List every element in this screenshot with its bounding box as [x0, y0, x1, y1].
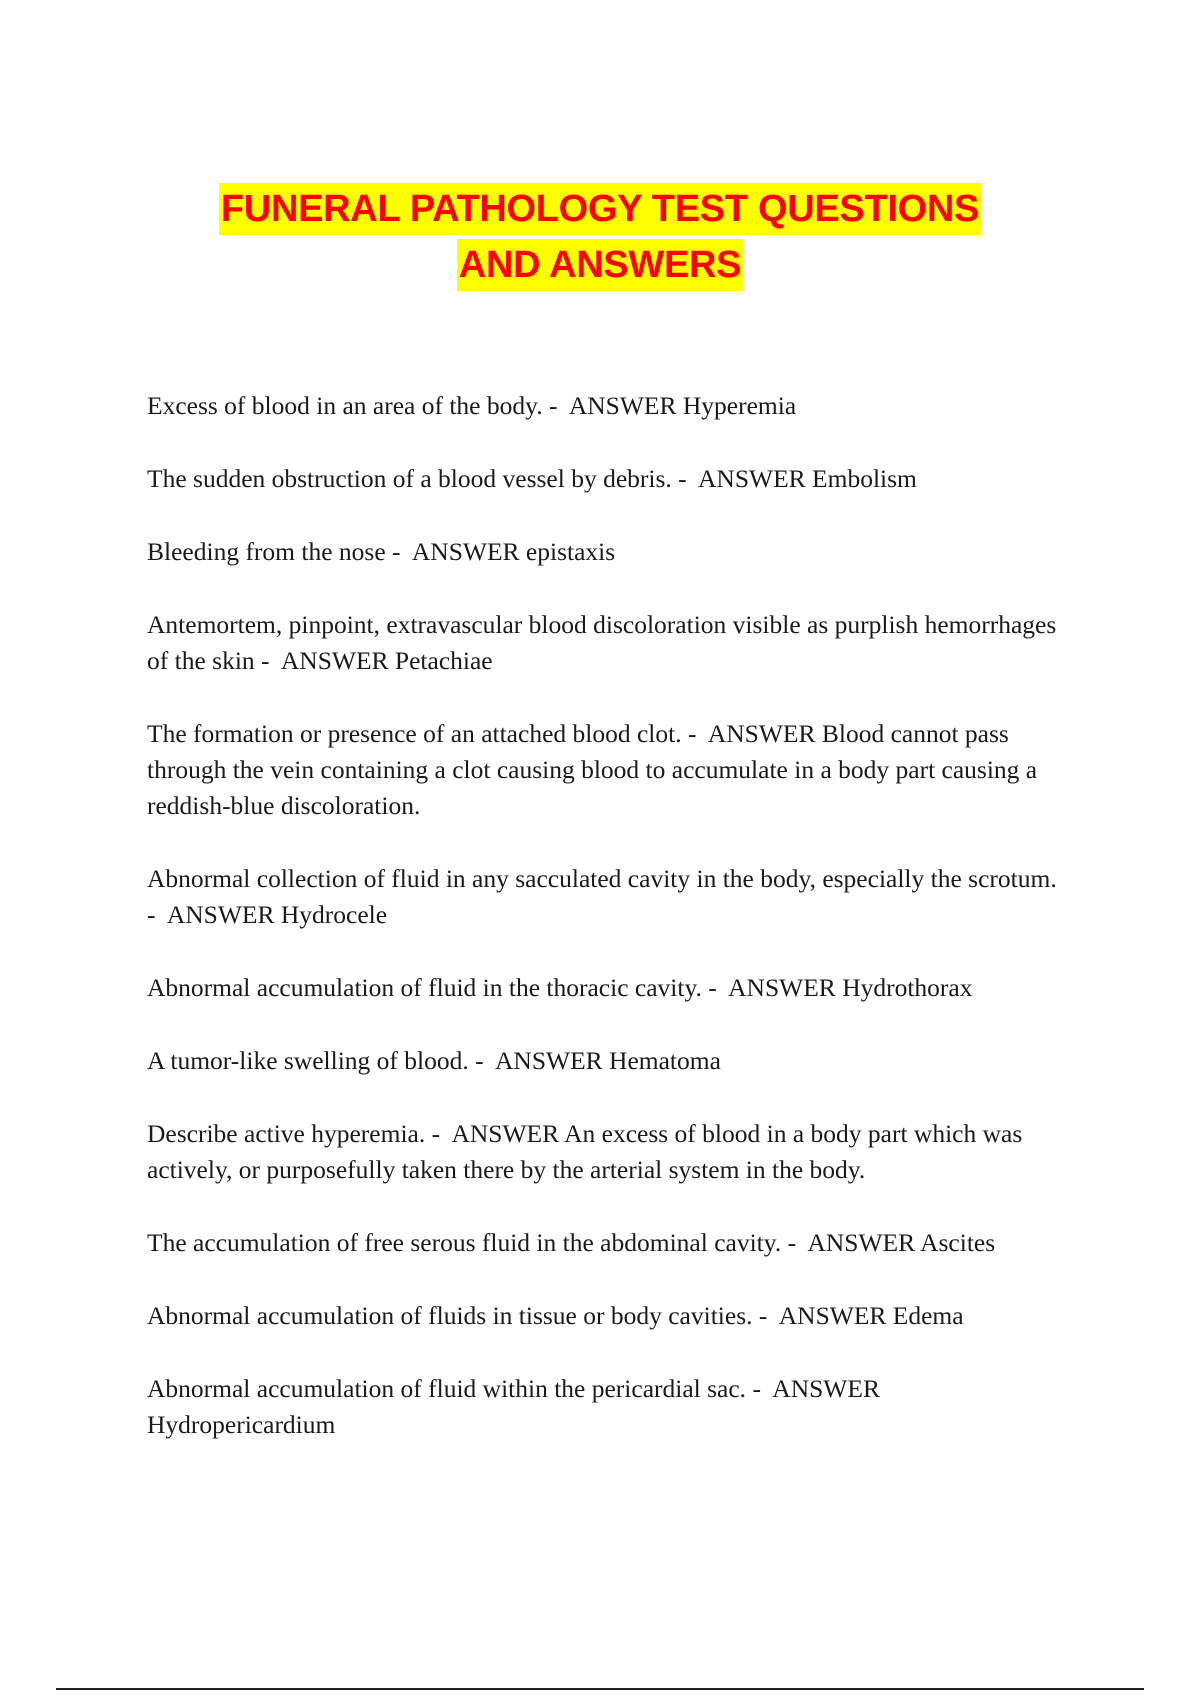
qa-item — [147, 1298, 1067, 1334]
separator: - — [425, 1119, 452, 1148]
question-text: The accumulation of free serous fluid in the abdominal cavity. — [147, 1228, 782, 1257]
answer-label: ANSWER — [568, 391, 677, 420]
answer-text: Blood cannot pass through the vein containing a clot causing blood to accumulate in a body part causing a reddish-blue discoloration. — [147, 719, 1044, 820]
question-text: Antemortem, pinpoint, extravascular blood discoloration visible as purplish hemorrhages of the skin — [147, 610, 1063, 675]
separator: - — [701, 973, 729, 1002]
qa-item — [147, 388, 1067, 424]
qa-item — [147, 1043, 1067, 1079]
qa-item — [147, 1371, 1067, 1443]
separator: - — [746, 1374, 773, 1403]
answer-text: An excess of blood in a body part which was actively, or purposefully taken there by the arterial system in the body. — [147, 1119, 1029, 1184]
answer-label: ANSWER — [707, 719, 816, 748]
answer-text: Hydrothorax — [842, 973, 973, 1002]
qa-item — [147, 861, 1067, 933]
question-text: Abnormal accumulation of fluid in the thoracic cavity. — [147, 973, 702, 1002]
question-text: Abnormal accumulation of fluid within the pericardial sac. — [147, 1374, 747, 1403]
question-text: The sudden obstruction of a blood vessel by debris. — [147, 464, 672, 493]
question-text: Abnormal accumulation of fluids in tissue or body cavities. — [147, 1301, 753, 1330]
answer-label: ANSWER — [698, 464, 806, 493]
separator: - — [681, 719, 708, 748]
answer-label: ANSWER — [166, 900, 275, 929]
title-line-1: FUNERAL PATHOLOGY TEST QUESTIONS — [219, 183, 981, 235]
qa-list — [147, 388, 1067, 1480]
question-text: Excess of blood in an area of the body. — [147, 391, 543, 420]
qa-item — [147, 1116, 1067, 1188]
document-title — [0, 183, 1200, 295]
answer-text: Hematoma — [609, 1046, 721, 1075]
question-text: Describe active hyperemia. — [147, 1119, 426, 1148]
qa-item — [147, 607, 1067, 679]
separator: - — [385, 537, 412, 566]
answer-text: Ascites — [920, 1228, 996, 1257]
answer-label: ANSWER — [411, 537, 520, 566]
answer-label: ANSWER — [494, 1046, 603, 1075]
qa-item — [147, 716, 1067, 824]
answer-label: ANSWER — [772, 1374, 880, 1403]
separator: - — [147, 864, 1064, 929]
answer-text: Hydropericardium — [147, 1410, 336, 1439]
separator: - — [752, 1301, 779, 1330]
answer-label: ANSWER — [728, 973, 836, 1002]
question-text: Abnormal collection of fluid in any sacculated cavity in the body, especially the scrotum. — [147, 864, 1057, 893]
question-text: The formation or presence of an attached blood clot. — [147, 719, 682, 748]
qa-item — [147, 970, 1067, 1006]
qa-item — [147, 1225, 1067, 1261]
answer-text: Hyperemia — [682, 391, 797, 420]
answer-text: Embolism — [812, 464, 917, 493]
qa-item — [147, 534, 1067, 570]
answer-text: Petachiae — [394, 646, 493, 675]
answer-text: epistaxis — [525, 537, 616, 566]
separator: - — [781, 1228, 808, 1257]
separator: - — [254, 646, 281, 675]
answer-text: Edema — [892, 1301, 964, 1330]
answer-text: Hydrocele — [280, 900, 388, 929]
question-text: A tumor-like swelling of blood. — [147, 1046, 469, 1075]
answer-label: ANSWER — [451, 1119, 560, 1148]
bottom-divider — [56, 1688, 1144, 1690]
answer-label: ANSWER — [778, 1301, 887, 1330]
answer-label: ANSWER — [280, 646, 389, 675]
answer-label: ANSWER — [807, 1228, 916, 1257]
separator: - — [468, 1046, 495, 1075]
separator: - — [671, 464, 698, 493]
title-line-2: AND ANSWERS — [457, 239, 743, 291]
question-text: Bleeding from the nose — [147, 537, 386, 566]
qa-item — [147, 461, 1067, 497]
separator: - — [542, 391, 569, 420]
